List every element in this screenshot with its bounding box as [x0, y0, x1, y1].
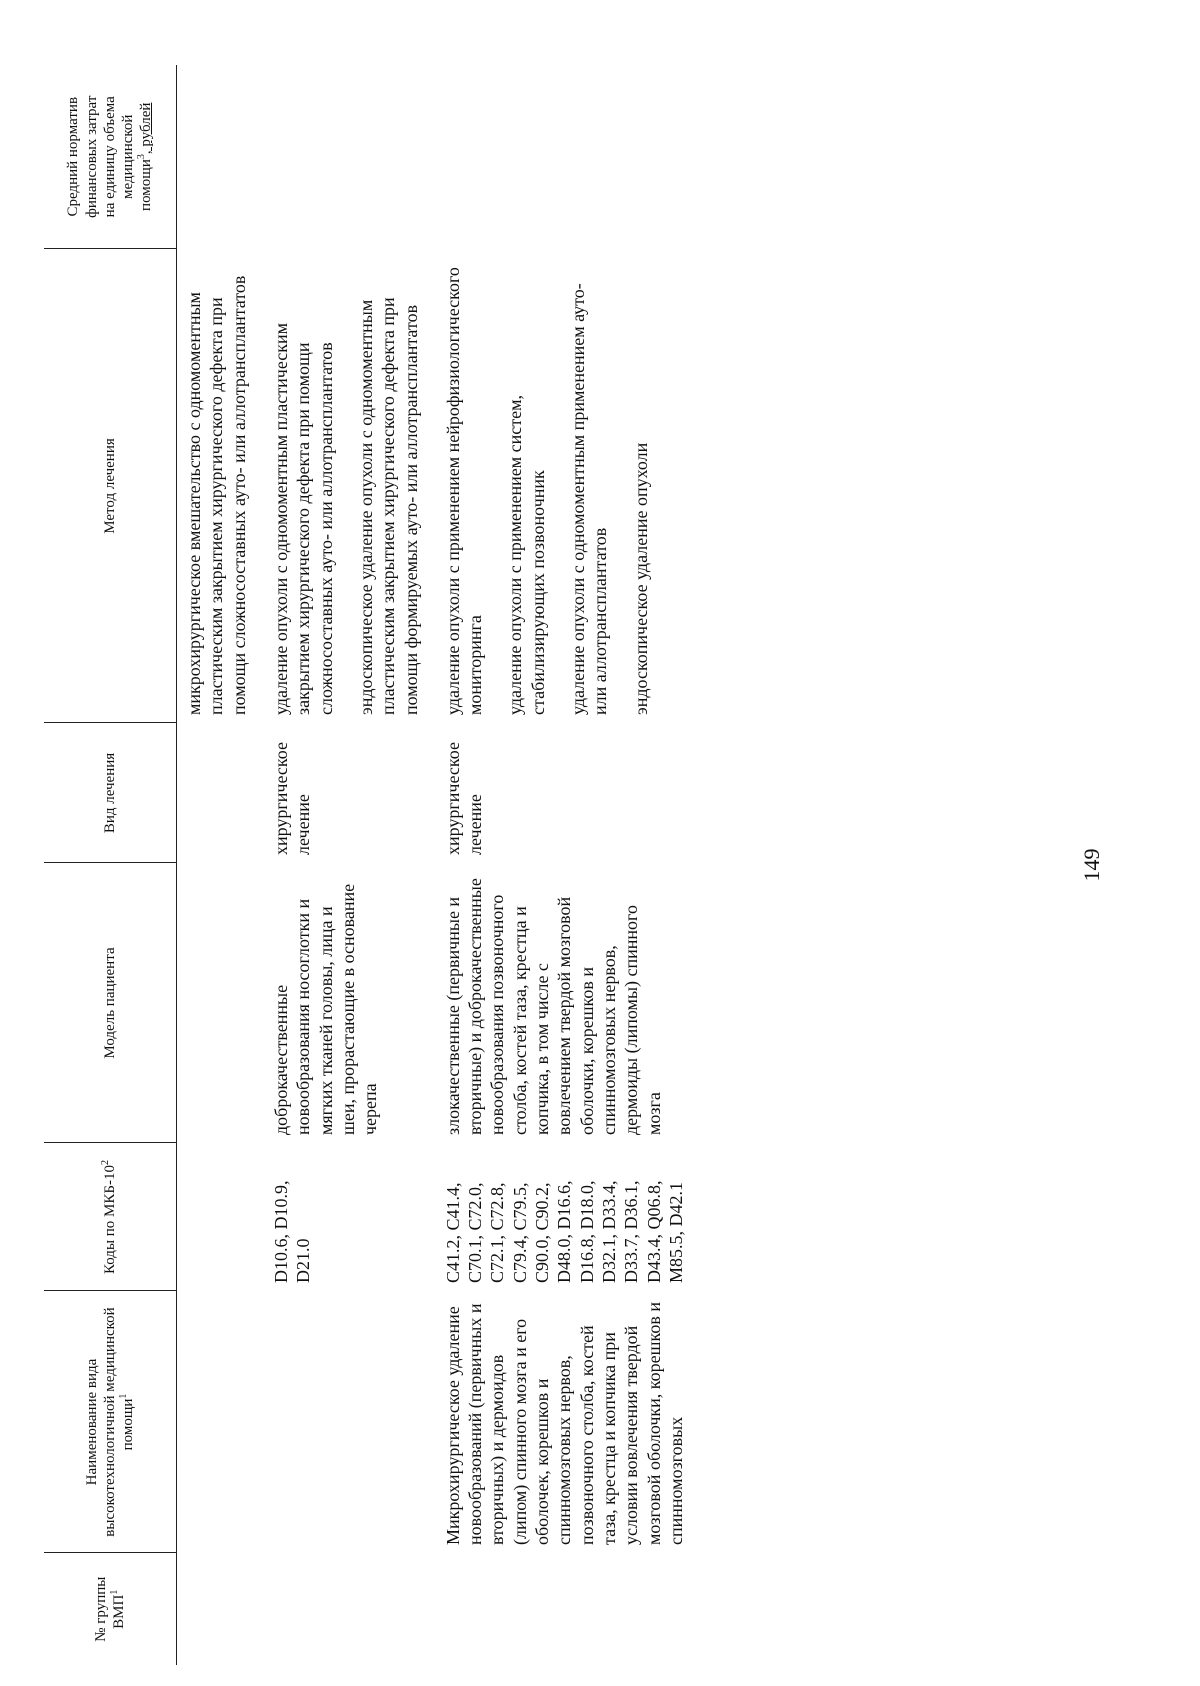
method-item: удаление опухоли с одномоментным применением ауто- или аллотрансплантатов	[568, 283, 611, 715]
method-item: удаление опухоли с одномоментным пластическим закрытием хирургического дефекта при помощи сложносоставных ауто- или аллотрансплантатов	[270, 322, 336, 715]
icd-codes-cell: D10.6, D10.9, D21.0	[270, 1180, 314, 1283]
table-row	[270, 65, 422, 1665]
header-method: Метод лечения	[44, 249, 177, 723]
vmp-table	[44, 65, 687, 1665]
method-cell	[270, 249, 422, 723]
header-icd-codes: Коды по МКБ-$10^2$	[44, 1143, 177, 1291]
treatment-type-cell: хирургическое лечение	[270, 742, 314, 855]
method-cell	[442, 249, 687, 723]
patient-model-cell: доброкачественные новообразования носоглотки и мягких тканей головы, лица и шеи, прорастающие в основание черепа	[270, 883, 381, 1135]
table-row	[442, 65, 687, 1665]
patient-model-cell: злокачественные (первичные и вторичные) и доброкачественные новообразования позвоночного столба, костей таза, крестца и копчика, в том числе с вовлечением твердой мозговой оболочки, корешков и спинномозговых нервов, дермоиды (липомы) спинного мозга	[442, 878, 664, 1135]
method-item: удаление опухоли с применением нейрофизиологического мониторинга	[442, 267, 486, 715]
header-cost: Средний норматив финансовых затрат на единицу объема медицинской помощи$^3$, рублей	[44, 65, 177, 249]
header-vmp-name: Наименование вида высокотехнологичной медицинской помощи$^1$	[44, 1291, 177, 1553]
page-number: 149	[1079, 848, 1104, 882]
method-item: эндоскопическое удаление опухоли с одномоментным пластическим закрытием хирургического дефекта при помощи формируемых ауто- или аллотрансплантатов	[355, 297, 421, 715]
icd-codes-cell: C41.2, C41.4, C70.1, C72.0, C72.1, C72.8, C79.4, C79.5, C90.0, C90.2, D48.0, D16.6, D16.8, D18.0, D32.1, D33.4, D33.7, D36.1, D43.4, Q06.8, M85.5, D42.1	[442, 1180, 686, 1283]
method-item: эндоскопическое удаление опухоли	[630, 442, 651, 715]
treatment-type-cell: хирургическое лечение	[442, 742, 486, 855]
header-treatment-type: Вид лечения	[44, 723, 177, 863]
vmp-name-cell: Микрохирургическое удаление новообразований (первичных и вторичных) и дермоидов (липом) спинного мозга и его оболочек, корешков и спинномозговых нервов, позвоночного столба, костей таза, крестца и копчика при условии вовлечения твердой мозговой оболочки, корешков и спинномозговых	[442, 1302, 686, 1545]
table-header-row	[44, 65, 177, 1665]
method-cell: микрохирургическое вмешательство с одномоментным пластическим закрытием хирургического дефекта при помощи сложносоставных ауто- или аллотрансплантатов	[184, 275, 249, 715]
rotated-page	[44, 65, 1184, 1665]
method-item: удаление опухоли с применением систем, стабилизирующих позвоночник	[505, 395, 548, 715]
header-group-no: № группы ВМП$^1$	[44, 1553, 177, 1665]
table-row	[177, 65, 250, 1665]
header-patient-model: Модель пациента	[44, 863, 177, 1143]
